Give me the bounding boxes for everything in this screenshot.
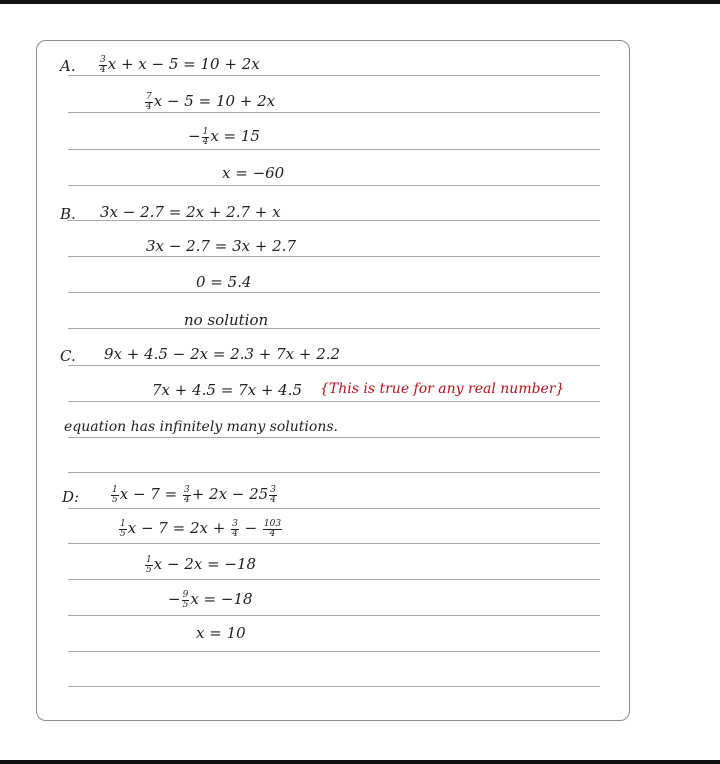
fraction: $\frac{1}{5}$ (146, 554, 152, 575)
fraction: $\frac{3}{4}$ (183, 484, 190, 505)
problem-a-line3: − $\frac{1}{4}$ x = 15 (188, 126, 260, 147)
ruled-line (68, 75, 600, 76)
problem-c-conclusion: equation has infinitely many solutions. (64, 419, 338, 435)
ruled-line (68, 508, 600, 509)
problem-d-line1: $\frac{1}{5}$ x − 7 = $\frac{3}{4}$ + 2x − 25 $\frac{3}{4}$ (112, 484, 276, 505)
fraction: $\frac{3}{4}$ (270, 484, 276, 505)
fraction: $\frac{7}{4}$ (146, 91, 152, 112)
fraction: $\frac{1}{5}$ (112, 484, 118, 505)
problem-d-label: D: (62, 488, 80, 506)
problem-b-line3: 0 = 5.4 (196, 273, 252, 291)
fraction: $\frac{3}{4}$ (232, 518, 238, 539)
ruled-line (68, 365, 600, 366)
fraction: $\frac{9}{5}$ (182, 589, 189, 610)
problem-c-line2: 7x + 4.5 = 7x + 4.5 (152, 381, 303, 399)
problem-d-line2: $\frac{1}{5}$ x − 7 = 2x + $\frac{3}{4}$ − $\frac{103}{4}$ (120, 518, 282, 539)
ruled-line (68, 112, 600, 113)
problem-b-label: B. (60, 205, 76, 223)
problem-c-label: C. (60, 347, 76, 365)
problem-b-line1: 3x − 2.7 = 2x + 2.7 + x (100, 203, 281, 221)
problem-b-line4: no solution (184, 311, 269, 329)
ruled-line (68, 686, 600, 687)
ruled-line (68, 149, 600, 150)
ruled-line (68, 401, 600, 402)
ruled-line (68, 292, 600, 293)
ruled-line (68, 543, 600, 544)
ruled-line (68, 472, 600, 473)
fraction: $\frac{3}{4}$ (100, 54, 106, 75)
ruled-line (68, 437, 600, 438)
ruled-line (68, 185, 600, 186)
problem-d-line4: − $\frac{9}{5}$ x = −18 (168, 589, 253, 610)
ruled-line (68, 256, 600, 257)
ruled-line (68, 579, 600, 580)
top-border (0, 0, 720, 4)
problem-a-line1: $\frac{3}{4}$ x + x − 5 = 10 + 2x (100, 54, 260, 75)
problem-a-line4: x = −60 (222, 164, 285, 182)
problem-a-line2: $\frac{7}{4}$ x − 5 = 10 + 2x (146, 91, 276, 112)
fraction: $\frac{103}{4}$ (263, 518, 282, 539)
problem-a-label: A. (60, 57, 76, 75)
problem-b-line2: 3x − 2.7 = 3x + 2.7 (146, 237, 297, 255)
problem-d-line3: $\frac{1}{5}$ x − 2x = −18 (146, 554, 257, 575)
fraction: $\frac{1}{4}$ (202, 126, 209, 147)
ruled-line (68, 651, 600, 652)
bottom-border (0, 760, 720, 764)
ruled-line (68, 615, 600, 616)
problem-c-line1: 9x + 4.5 − 2x = 2.3 + 7x + 2.2 (104, 345, 341, 363)
fraction: $\frac{1}{5}$ (120, 518, 126, 539)
problem-c-note: {This is true for any real number} (320, 381, 565, 397)
ruled-line (68, 328, 600, 329)
problem-d-line5: x = 10 (196, 624, 246, 642)
